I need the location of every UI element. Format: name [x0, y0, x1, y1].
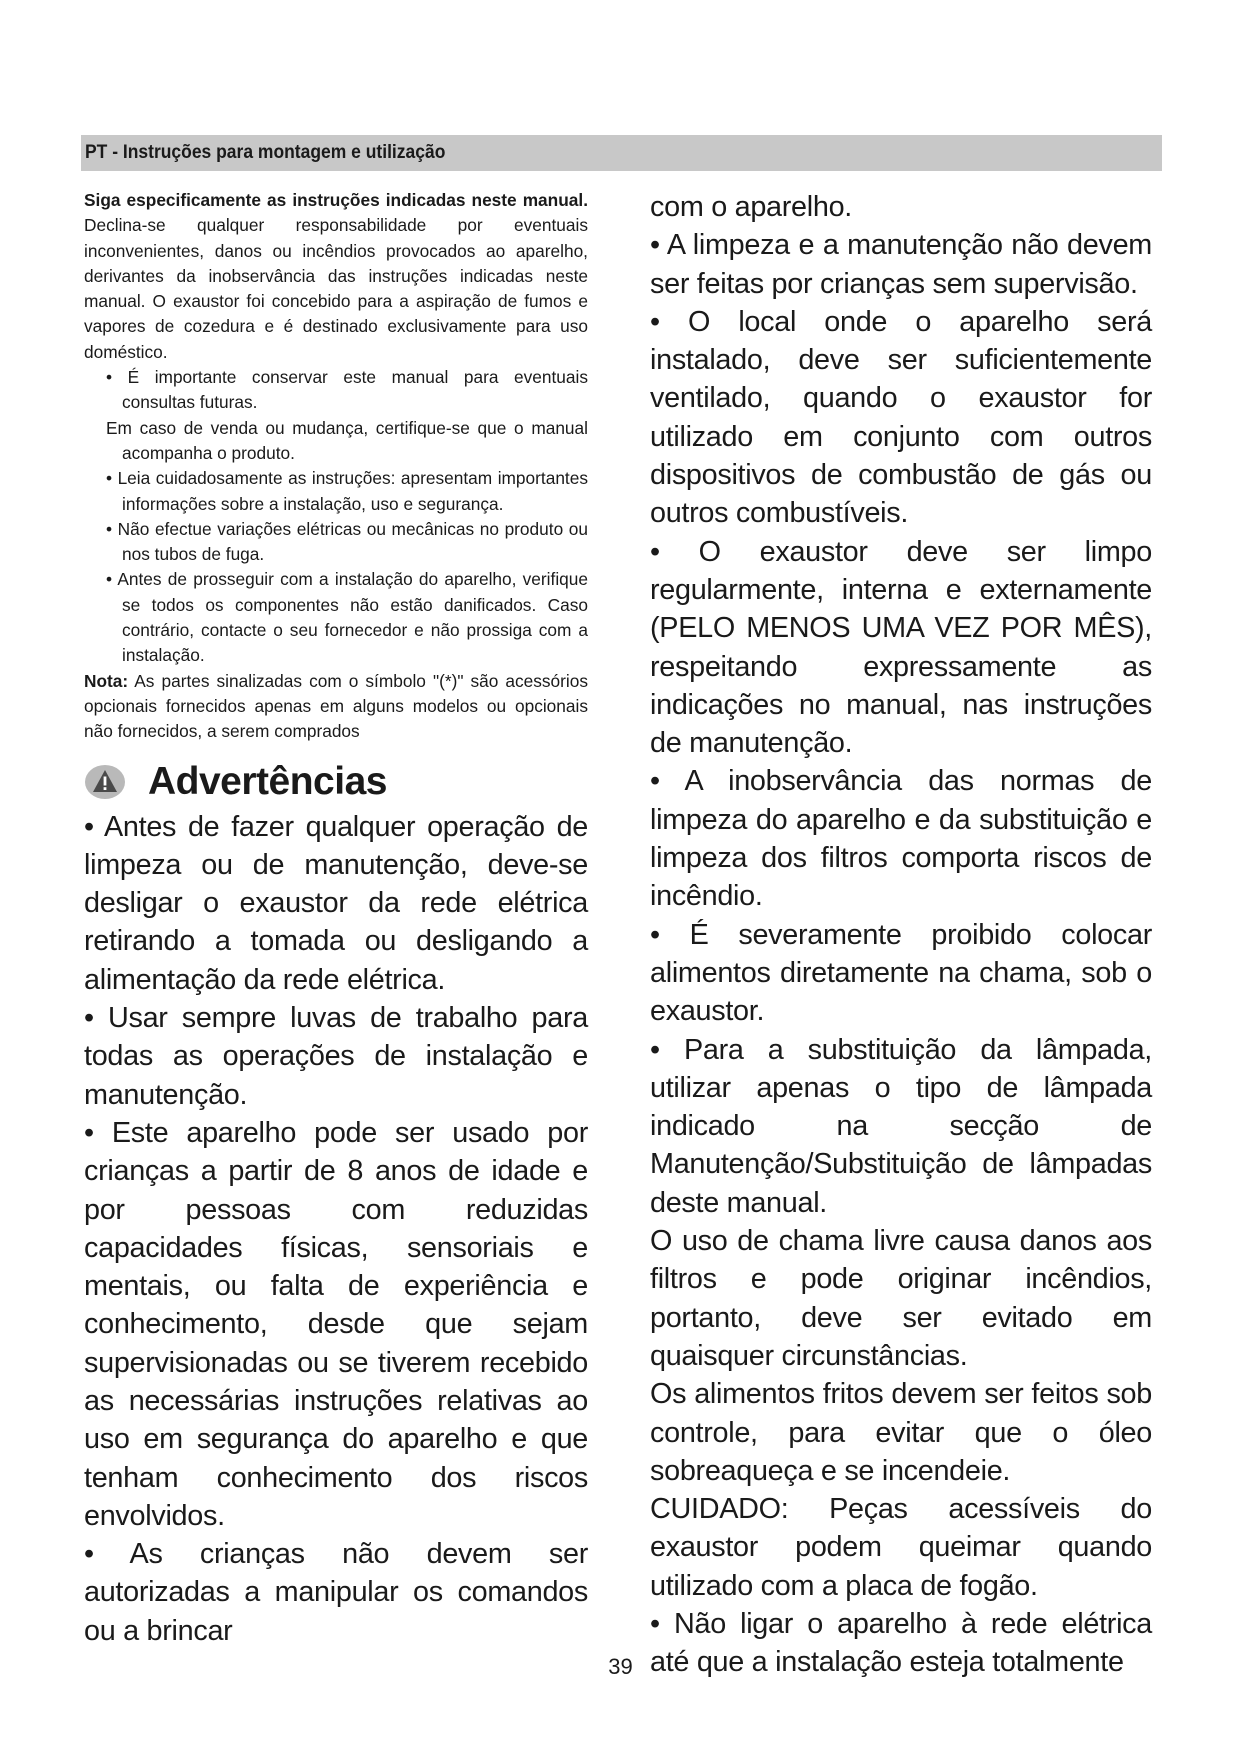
bullet-keep-manual: • É importante conservar este manual para eventuais consultas futuras. [106, 367, 588, 413]
page-title: PT - Instruções para montagem e utilização [85, 142, 446, 163]
bullet-check-components: • Antes de prosseguir com a instalação do aparelho, verifique se todos os componentes não estão danificados. Caso contrário, contacte o seu fornecedor e não prossiga com a instalação. [106, 569, 588, 666]
warning-paragraph-cleaning-children: • A limpeza e a manutenção não devem ser feitas por crianças sem supervisão. [650, 229, 1152, 300]
bullet-no-modifications: • Não efectue variações elétricas ou mecânicas no produto ou nos tubos de fuga. [106, 518, 588, 565]
intro-paragraph [84, 188, 588, 365]
warning-paragraph-with-appliance: com o aparelho. [650, 191, 852, 223]
warning-paragraph-gloves: • Usar sempre luvas de trabalho para todas as operações de instalação e manutenção. [84, 1002, 588, 1111]
warning-paragraph-children-use: • Este aparelho pode ser usado por crianças a partir de 8 anos de idade e por pessoas com reduzidas capacidades físicas, sensoriais e mentais, ou falta de experiência e conhecimento, desde que sejam supervisionadas ou se tiverem recebido as necessárias instruções relativas ao uso em segurança do aparelho e que tenham conhecimento dos riscos envolvidos. [84, 1116, 588, 1532]
note-label: Nota: [84, 670, 129, 691]
warnings-title: Advertências [148, 759, 387, 803]
warning-paragraph-no-flame-food: • É severamente proibido colocar alimentos diretamente na chama, sob o exaustor. [650, 918, 1152, 1028]
warning-paragraph-disconnect: • Antes de fazer qualquer operação de limpeza ou de manutenção, deve-se desligar o exaustor da rede elétrica retirando a tomada ou desligando a alimentação da rede elétrica. [84, 810, 588, 996]
right-column [650, 188, 1152, 1682]
warning-triangle-icon [84, 764, 126, 800]
left-column [84, 188, 588, 1650]
warning-paragraph-caution-hot: CUIDADO: Peças acessíveis do exaustor podem queimar quando utilizado com a placa de fogão. [650, 1493, 1152, 1602]
warning-paragraph-fire-risk: • A inobservância das normas de limpeza do aparelho e da substituição e limpeza dos filtros comporta riscos de incêndio. [650, 765, 1152, 913]
section-header-bar [81, 135, 1162, 171]
warning-paragraph-fried-food: Os alimentos fritos devem ser feitos sob controle, para evitar que o óleo sobreaqueça e se incendeie. [650, 1378, 1152, 1487]
warning-paragraph-lamp-replacement: • Para a substituição da lâmpada, utilizar apenas o tipo de lâmpada indicado na secção de Manutenção/Substituição de lâmpadas deste manual. [650, 1033, 1152, 1219]
page-number: 39 [608, 1654, 633, 1679]
note-paragraph [84, 669, 588, 745]
bullet-read-instructions: • Leia cuidadosamente as instruções: apresentam importantes informações sobre a instalação, uso e segurança. [106, 468, 588, 514]
warning-paragraph-no-connect: • Não ligar o aparelho à rede elétrica até que a instalação esteja totalmente [650, 1607, 1152, 1679]
warnings-heading [84, 758, 588, 806]
warning-paragraph-children-controls: • As crianças não devem ser autorizadas a manipular os comandos ou a brincar [84, 1538, 588, 1647]
intro-bold-lead: Siga especificamente as instruções indicadas neste manual. [84, 190, 588, 210]
intro-text: Declina-se qualquer responsabilidade por eventuais inconvenientes, danos ou incêndios provocados ao aparelho, derivantes da inobservância das instruções indicadas neste manual. O exaustor foi concebido para a aspiração de fumos e vapores de cozedura e é destinado exclusivamente para uso doméstico. [84, 215, 588, 362]
warning-paragraph-open-flame: O uso de chama livre causa danos aos filtros e pode originar incêndios, portanto, deve ser evitado em quaisquer circunstâncias. [650, 1225, 1152, 1372]
warning-paragraph-regular-cleaning: • O exaustor deve ser limpo regularmente, interna e externamente (PELO MENOS UMA VEZ POR MÊS), respeitando expressamente as indicações no manual, nas instruções de manutenção. [650, 535, 1152, 760]
warning-paragraph-ventilation: • O local onde o aparelho será instalado, deve ser suficientemente ventilado, quando o exaustor for utilizado em conjunto com outros dispositivos de combustão de gás ou outros combustíveis. [650, 305, 1152, 530]
bullet-sale-note: Em caso de venda ou mudança, certifique-se que o manual acompanha o produto. [106, 417, 588, 463]
note-text: As partes sinalizadas com o símbolo "(*)" são acessórios opcionais fornecidos apenas em alguns modelos ou opcionais não fornecidos, a serem comprados [84, 670, 588, 742]
